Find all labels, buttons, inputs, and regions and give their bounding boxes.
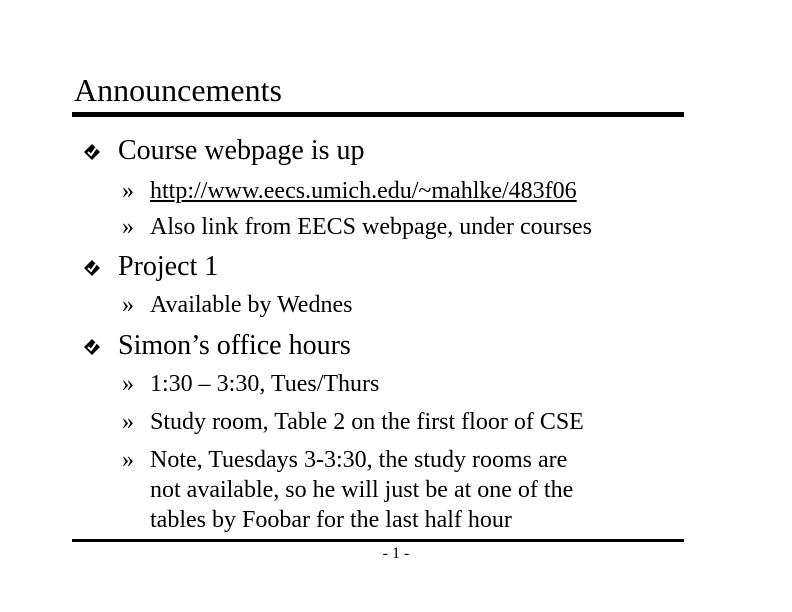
sub-item-text: 1:30 – 3:30, Tues/Thurs: [150, 371, 380, 397]
sub-item-text: not available, so he will just be at one of the: [150, 477, 574, 503]
bullet-heading: Project 1: [118, 251, 219, 282]
title-rule: [72, 112, 684, 117]
sub-bullet-marker: »: [122, 447, 134, 473]
sub-bullet-marker: »: [122, 409, 134, 435]
slide-title: Announcements: [74, 72, 282, 108]
sub-bullet-marker: »: [122, 292, 134, 318]
sub-item-text: Available by Wednes: [150, 292, 353, 318]
checkmark-diamond-icon: [84, 260, 100, 276]
bullet-heading: Simon’s office hours: [118, 330, 351, 361]
sub-item-text: Also link from EECS webpage, under courses: [150, 214, 592, 240]
footer-rule: [72, 539, 684, 542]
sub-item-text: Study room, Table 2 on the first floor of CSE: [150, 409, 584, 435]
page-number: - 1 -: [382, 545, 410, 562]
checkmark-diamond-icon: [84, 339, 100, 355]
sub-item-text: Note, Tuesdays 3-3:30, the study rooms are: [150, 447, 568, 473]
sub-bullet-marker: »: [122, 178, 134, 204]
checkmark-diamond-icon: [84, 144, 100, 160]
sub-bullet-marker: »: [122, 371, 134, 397]
sub-item-text: tables by Foobar for the last half hour: [150, 507, 512, 533]
sub-bullet-marker: »: [122, 214, 134, 240]
bullet-heading: Course webpage is up: [118, 135, 365, 166]
course-webpage-link[interactable]: http://www.eecs.umich.edu/~mahlke/483f06: [150, 178, 577, 204]
